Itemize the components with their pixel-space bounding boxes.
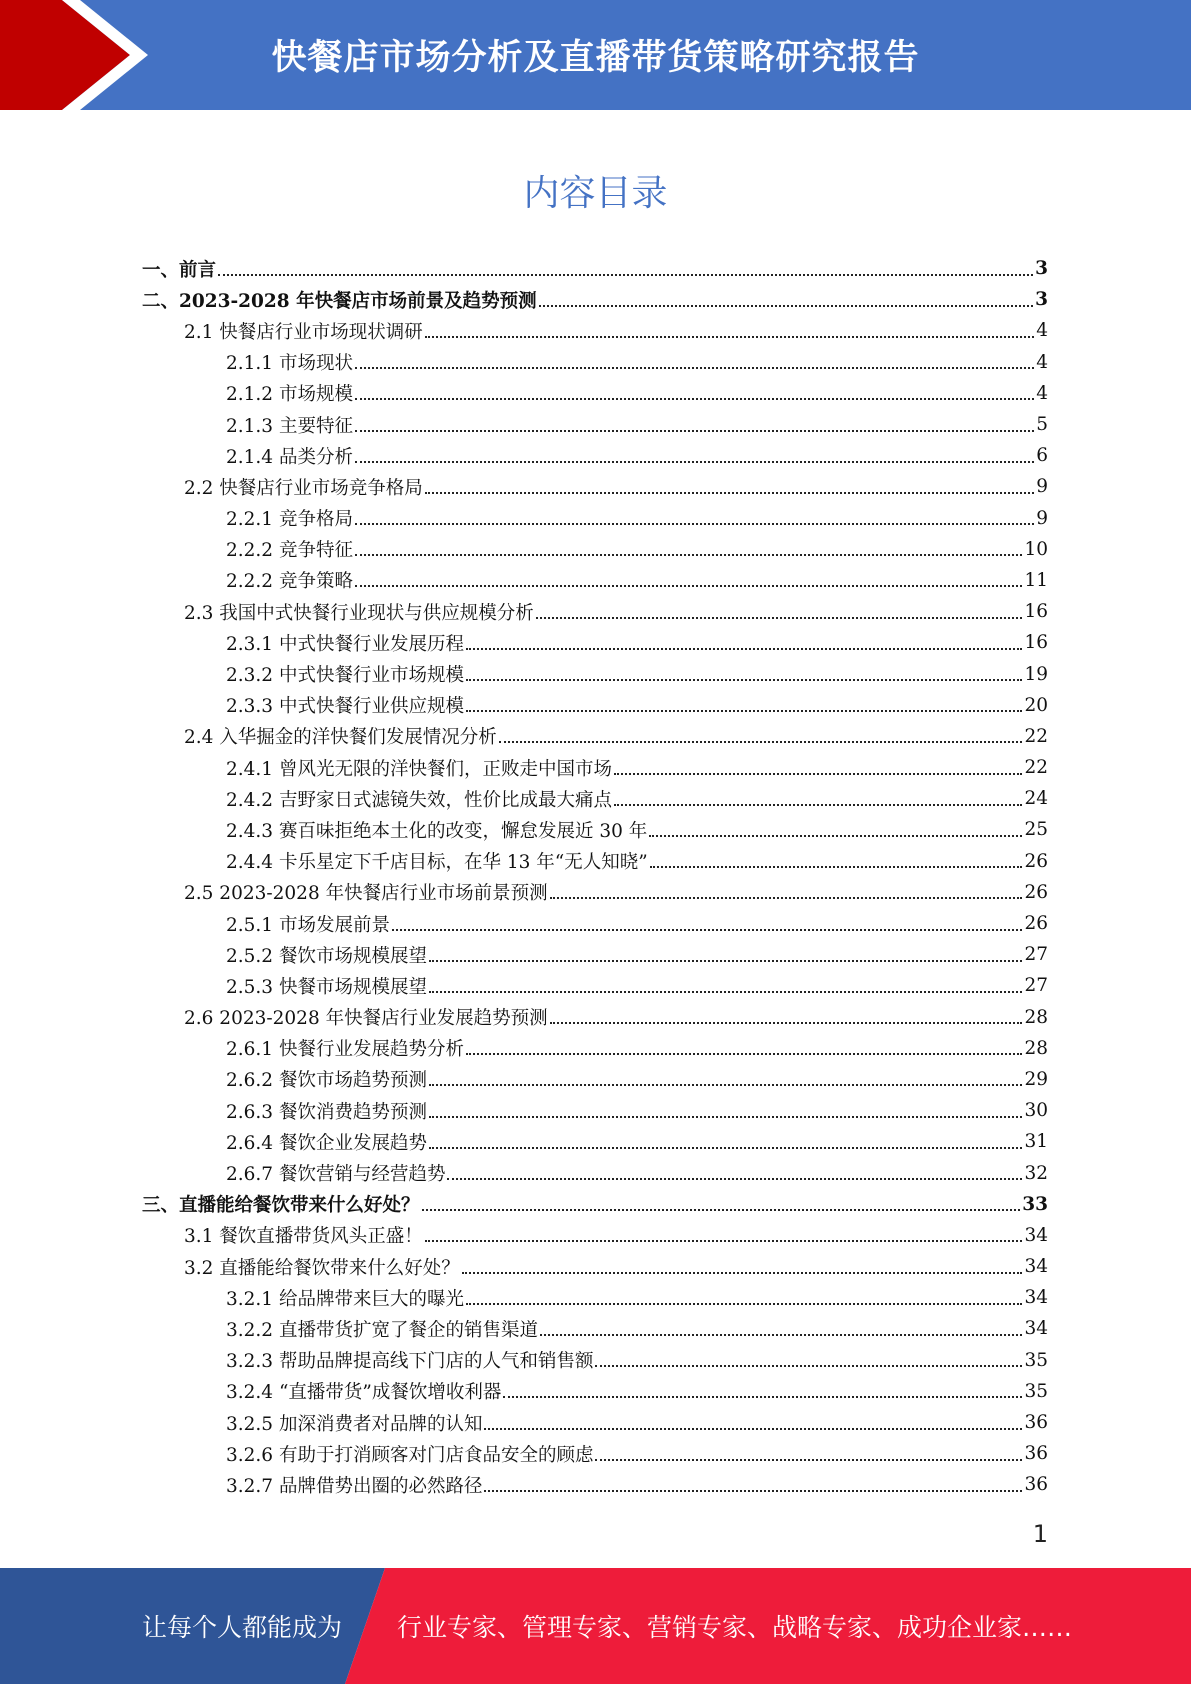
toc-entry[interactable] (142, 1189, 1048, 1220)
toc-page-number: 28 (1024, 1006, 1048, 1028)
toc-page-number: 10 (1024, 538, 1048, 560)
toc-page-number: 33 (1022, 1193, 1048, 1215)
toc-entry-text: 2.3.2 中式快餐行业市场规模 (226, 665, 464, 687)
toc-entry[interactable] (142, 970, 1048, 1001)
toc-leader-dots (355, 585, 1023, 587)
toc-entry[interactable] (142, 1313, 1048, 1344)
toc-entry-text: 2.4.1 曾风光无限的洋快餐们，正败走中国市场 (226, 758, 612, 780)
toc-leader-dots (499, 741, 1023, 743)
toc-entry[interactable] (142, 627, 1048, 658)
toc-entry[interactable] (142, 1251, 1048, 1282)
toc-leader-dots (447, 1178, 1022, 1180)
toc-entry-text: 2.2.2 竞争特征 (226, 540, 353, 562)
toc-leader-dots (484, 1428, 1022, 1430)
toc-page-number: 3 (1035, 258, 1048, 280)
toc-leader-dots (466, 1303, 1022, 1305)
page-number: 1 (1032, 1520, 1048, 1548)
toc-entry-text: 2.6.7 餐饮营销与经营趋势 (226, 1164, 446, 1186)
toc-page-number: 24 (1024, 788, 1048, 810)
toc-page-number: 36 (1024, 1474, 1048, 1496)
toc-page-number: 34 (1024, 1256, 1048, 1278)
toc-entry[interactable] (142, 1033, 1048, 1064)
toc-entry[interactable] (142, 596, 1048, 627)
toc-page-number: 34 (1024, 1224, 1048, 1246)
toc-entry-text: 3.2 直播能给餐饮带来什么好处？ (184, 1257, 460, 1279)
toc-leader-dots (355, 523, 1034, 525)
toc-entry-text: 3.2.2 直播带货扩宽了餐企的销售渠道 (226, 1319, 538, 1341)
toc-leader-dots (429, 991, 1022, 993)
toc-entry-text: 3.1 餐饮直播带货风头正盛！ (184, 1226, 423, 1248)
toc-entry-text: 2.3 我国中式快餐行业现状与供应规模分析 (184, 602, 534, 624)
toc-entry[interactable] (142, 1220, 1048, 1251)
toc-leader-dots (218, 274, 1033, 276)
toc-leader-dots (539, 305, 1034, 307)
toc-entry[interactable] (142, 690, 1048, 721)
toc-leader-dots (422, 1209, 1021, 1211)
toc-entry[interactable] (142, 534, 1048, 565)
toc-entry-text: 2.5.3 快餐市场规模展望 (226, 976, 427, 998)
toc-entry[interactable] (142, 315, 1048, 346)
toc-leader-dots (540, 1334, 1022, 1336)
toc-entry[interactable] (142, 877, 1048, 908)
toc-leader-dots (355, 554, 1023, 556)
toc-entry[interactable] (142, 284, 1048, 315)
toc-entry[interactable] (142, 1345, 1048, 1376)
toc-entry[interactable] (142, 1002, 1048, 1033)
toc-entry-text: 2.6 2023-2028 年快餐店行业发展趋势预测 (184, 1008, 548, 1030)
toc-entry-text: 2.4.4 卡乐星定下千店目标，在华 13 年“无人知晓” (226, 852, 648, 874)
toc-leader-dots (429, 960, 1022, 962)
toc-page-number: 36 (1024, 1412, 1048, 1434)
toc-entry-text: 2.4 入华掘金的洋快餐们发展情况分析 (184, 727, 497, 749)
toc-entry[interactable] (142, 347, 1048, 378)
toc-entry[interactable] (142, 1407, 1048, 1438)
toc-entry[interactable] (142, 658, 1048, 689)
toc-page-number: 27 (1024, 975, 1048, 997)
toc-entry[interactable] (142, 1064, 1048, 1095)
toc-entry[interactable] (142, 721, 1048, 752)
toc-entry[interactable] (142, 1157, 1048, 1188)
toc-entry-text: 3.2.7 品牌借势出圈的必然路径 (226, 1475, 483, 1497)
toc-page-number: 29 (1024, 1068, 1048, 1090)
toc-entry[interactable] (142, 1438, 1048, 1469)
toc-page-number: 26 (1024, 913, 1048, 935)
header-arrow-graphic (0, 0, 160, 110)
toc-page-number: 5 (1036, 414, 1048, 436)
toc-leader-dots (536, 617, 1023, 619)
toc-leader-dots (355, 461, 1034, 463)
toc-entry[interactable] (142, 1376, 1048, 1407)
toc-page-number: 31 (1024, 1131, 1048, 1153)
toc-leader-dots (503, 1396, 1022, 1398)
toc-entry-text: 3.2.1 给品牌带来巨大的曝光 (226, 1288, 464, 1310)
toc-entry-text: 2.6.2 餐饮市场趋势预测 (226, 1070, 427, 1092)
toc-entry[interactable] (142, 908, 1048, 939)
toc-page-number: 9 (1036, 476, 1048, 498)
toc-entry[interactable] (142, 1095, 1048, 1126)
toc-entry-text: 3.2.6 有助于打消顾客对门店食品安全的顾虑 (226, 1444, 594, 1466)
toc-entry-text: 二、2023-2028 年快餐店市场前景及趋势预测 (142, 290, 537, 312)
toc-leader-dots (595, 1365, 1022, 1367)
toc-entry[interactable] (142, 814, 1048, 845)
toc-leader-dots (425, 492, 1034, 494)
toc-page-number: 16 (1024, 632, 1048, 654)
toc-leader-dots (595, 1459, 1022, 1461)
toc-entry-text: 三、直播能给餐饮带来什么好处？ (142, 1195, 420, 1217)
footer-slogan-left: 让每个人都能成为 (142, 1613, 343, 1642)
toc-leader-dots (355, 398, 1034, 400)
toc-entry[interactable] (142, 565, 1048, 596)
toc-leader-dots (650, 866, 1023, 868)
toc-leader-dots (466, 648, 1022, 650)
toc-leader-dots (550, 897, 1023, 899)
toc-leader-dots (429, 1147, 1022, 1149)
toc-page-number: 28 (1024, 1037, 1048, 1059)
toc-page-number: 32 (1024, 1162, 1048, 1184)
toc-leader-dots (614, 804, 1022, 806)
toc-entry-text: 2.5 2023-2028 年快餐店行业市场前景预测 (184, 883, 548, 905)
toc-leader-dots (429, 1084, 1022, 1086)
toc-page-number: 11 (1024, 569, 1048, 591)
toc-entry[interactable] (142, 752, 1048, 783)
toc-entry-text: 2.1.1 市场现状 (226, 353, 353, 375)
toc-leader-dots (649, 835, 1022, 837)
toc-leader-dots (466, 710, 1022, 712)
toc-page-number: 19 (1024, 663, 1048, 685)
toc-entry-text: 2.2.1 竞争格局 (226, 509, 353, 531)
toc-page-number: 35 (1024, 1349, 1048, 1371)
toc-entry[interactable] (142, 1469, 1048, 1500)
toc-entry-text: 2.4.2 吉野家日式滤镜失效，性价比成最大痛点 (226, 789, 612, 811)
toc-leader-dots (550, 1022, 1023, 1024)
toc-entry-text: 2.2.2 竞争策略 (226, 571, 353, 593)
toc-page-number: 4 (1036, 382, 1048, 404)
toc-page-number: 26 (1024, 850, 1048, 872)
toc-leader-dots (425, 336, 1034, 338)
toc-page-number: 25 (1024, 819, 1048, 841)
toc-entry[interactable] (142, 939, 1048, 970)
toc-entry-text: 3.2.3 帮助品牌提高线下门店的人气和销售额 (226, 1351, 594, 1373)
toc-page-number: 35 (1024, 1380, 1048, 1402)
toc-entry-text: 2.2 快餐店行业市场竞争格局 (184, 477, 423, 499)
table-of-contents (142, 253, 1048, 1501)
toc-leader-dots (466, 679, 1022, 681)
toc-page-number: 34 (1024, 1318, 1048, 1340)
toc-page-number: 20 (1024, 694, 1048, 716)
toc-leader-dots (484, 1490, 1022, 1492)
toc-page-number: 26 (1024, 881, 1048, 903)
toc-entry[interactable] (142, 783, 1048, 814)
toc-leader-dots (355, 367, 1034, 369)
toc-page-number: 3 (1035, 289, 1048, 311)
toc-page-number: 4 (1036, 320, 1048, 342)
toc-page-number: 22 (1024, 725, 1048, 747)
toc-leader-dots (462, 1272, 1023, 1274)
toc-page-number: 30 (1024, 1100, 1048, 1122)
toc-entry-text: 2.4.3 赛百味拒绝本土化的改变，懈怠发展近 30 年 (226, 820, 648, 842)
toc-page-number: 16 (1024, 601, 1048, 623)
toc-page-number: 36 (1024, 1443, 1048, 1465)
toc-entry-text: 2.5.1 市场发展前景 (226, 914, 390, 936)
toc-entry-text: 2.1.4 品类分析 (226, 446, 353, 468)
toc-entry[interactable] (142, 378, 1048, 409)
toc-entry-text: 2.3.1 中式快餐行业发展历程 (226, 633, 464, 655)
toc-entry[interactable] (142, 471, 1048, 502)
footer-band (0, 1568, 1191, 1684)
toc-page-number: 9 (1036, 507, 1048, 529)
toc-entry[interactable] (142, 846, 1048, 877)
toc-entry[interactable] (142, 503, 1048, 534)
toc-entry[interactable] (142, 1282, 1048, 1313)
toc-leader-dots (392, 929, 1022, 931)
toc-leader-dots (355, 430, 1034, 432)
toc-entry[interactable] (142, 440, 1048, 471)
toc-page-number: 27 (1024, 944, 1048, 966)
toc-entry-text: 2.1 快餐店行业市场现状调研 (184, 321, 423, 343)
toc-entry-text: 3.2.4 “直播带货”成餐饮增收利器 (226, 1382, 502, 1404)
toc-leader-dots (425, 1240, 1023, 1242)
toc-entry-text: 2.6.3 餐饮消费趋势预测 (226, 1101, 427, 1123)
toc-entry-text: 2.5.2 餐饮市场规模展望 (226, 945, 427, 967)
toc-entry-text: 2.3.3 中式快餐行业供应规模 (226, 696, 464, 718)
footer-slogan-right: 行业专家、管理专家、营销专家、战略专家、成功企业家…… (397, 1613, 1073, 1642)
toc-entry-text: 2.6.4 餐饮企业发展趋势 (226, 1132, 427, 1154)
toc-page-number: 4 (1036, 351, 1048, 373)
toc-entry-text: 2.6.1 快餐行业发展趋势分析 (226, 1039, 464, 1061)
toc-leader-dots (614, 773, 1022, 775)
toc-page-number: 6 (1036, 445, 1048, 467)
toc-entry-text: 一、前言 (142, 259, 217, 281)
toc-entry-text: 3.2.5 加深消费者对品牌的认知 (226, 1413, 483, 1435)
toc-entry[interactable] (142, 1126, 1048, 1157)
toc-entry-text: 2.1.2 市场规模 (226, 384, 353, 406)
toc-entry[interactable] (142, 253, 1048, 284)
toc-page-number: 22 (1024, 757, 1048, 779)
toc-leader-dots (429, 1116, 1022, 1118)
toc-title: 内容目录 (523, 173, 668, 214)
report-title: 快餐店市场分析及直播带货策略研究报告 (271, 38, 920, 78)
toc-entry[interactable] (142, 409, 1048, 440)
toc-page-number: 34 (1024, 1287, 1048, 1309)
toc-entry-text: 2.1.3 主要特征 (226, 415, 353, 437)
header-band (0, 0, 1191, 110)
toc-leader-dots (466, 1053, 1022, 1055)
